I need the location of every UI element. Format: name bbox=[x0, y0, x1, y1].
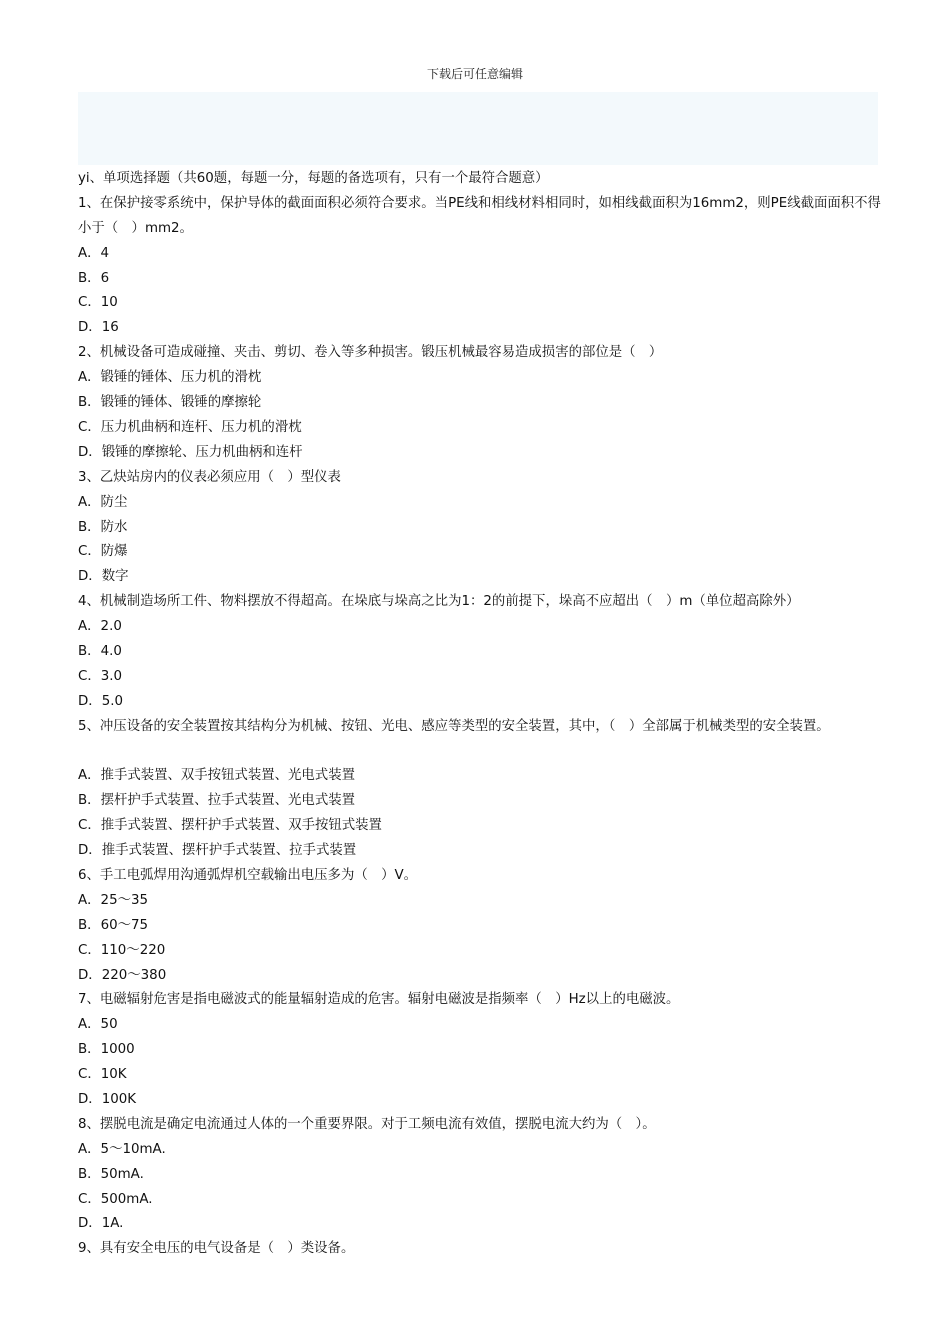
header-banner bbox=[78, 92, 878, 165]
option-a: A．锻锤的锤体、压力机的滑枕 bbox=[78, 370, 262, 386]
option-c: C．500mA. bbox=[78, 1191, 153, 1207]
option-b: B．防水 bbox=[78, 519, 128, 535]
question-9 bbox=[78, 1237, 890, 1262]
option-b: B．50mA. bbox=[78, 1166, 144, 1182]
option-d: D．220～380 bbox=[78, 967, 167, 983]
option-a: A．防尘 bbox=[78, 494, 128, 510]
option-c: C．10K bbox=[78, 1067, 127, 1083]
option-c: C．3.0 bbox=[78, 668, 123, 684]
question-stem: 7、电磁辐射危害是指电磁波式的能量辐射造成的危害。辐射电磁波是指频率（ ）Hz以上的电磁波。 bbox=[78, 992, 680, 1008]
option-c: C．110～220 bbox=[78, 942, 166, 958]
option-d: D．锻锤的摩擦轮、压力机曲柄和连杆 bbox=[78, 444, 303, 460]
question-7 bbox=[78, 988, 890, 1112]
question-stem: 4、机械制造场所工件、物料摆放不得超高。在垛底与垛高之比为1：2的前提下，垛高不应超出（ ）m（单位超高除外） bbox=[78, 594, 800, 610]
option-d: D．1A. bbox=[78, 1216, 124, 1232]
option-d: D．100K bbox=[78, 1091, 137, 1107]
option-a: A．4 bbox=[78, 245, 110, 261]
option-d: D．推手式装置、摆杆护手式装置、拉手式装置 bbox=[78, 843, 357, 859]
option-d: D．数字 bbox=[78, 569, 129, 585]
blank-line bbox=[78, 740, 890, 765]
option-c: C．10 bbox=[78, 295, 118, 311]
question-stem: 6、手工电弧焊用沟通弧焊机空载输出电压多为（ ）V。 bbox=[78, 867, 418, 883]
option-d: D．5.0 bbox=[78, 693, 123, 709]
option-d: D．16 bbox=[78, 320, 119, 336]
question-3 bbox=[78, 466, 890, 590]
option-c: C．压力机曲柄和连杆、压力机的滑枕 bbox=[78, 419, 302, 435]
option-b: B．60～75 bbox=[78, 917, 149, 933]
question-stem: 5、冲压设备的安全装置按其结构分为机械、按钮、光电、感应等类型的安全装置，其中，（ ）全部属于机械类型的安全装置。 bbox=[78, 718, 830, 734]
option-a: A．2.0 bbox=[78, 619, 122, 635]
option-c: C．防爆 bbox=[78, 544, 128, 560]
question-8 bbox=[78, 1113, 890, 1237]
option-a: A．25～35 bbox=[78, 892, 149, 908]
question-6 bbox=[78, 864, 890, 988]
section-intro: yi、单项选择题（共60题，每题一分，每题的备选项有，只有一个最符合题意） bbox=[78, 171, 549, 186]
option-b: B．锻锤的锤体、锻锤的摩擦轮 bbox=[78, 395, 262, 411]
option-c: C．推手式装置、摆杆护手式装置、双手按钮式装置 bbox=[78, 818, 382, 834]
option-b: B．1000 bbox=[78, 1042, 135, 1058]
question-stem: 1、在保护接零系统中，保护导体的截面面积必须符合要求。当PE线和相线材料相同时，如相线截面积为16mm2，则PE线截面面积不得小于（ ）mm2。 bbox=[78, 195, 881, 236]
question-stem: 2、机械设备可造成碰撞、夹击、剪切、卷入等多种损害。锻压机械最容易造成损害的部位是（ ） bbox=[78, 345, 663, 361]
option-a: A．50 bbox=[78, 1017, 118, 1033]
option-b: B．4.0 bbox=[78, 643, 122, 659]
option-b: B．6 bbox=[78, 270, 110, 286]
question-1 bbox=[78, 192, 890, 341]
option-b: B．摆杆护手式装置、拉手式装置、光电式装置 bbox=[78, 793, 355, 809]
question-stem: 8、摆脱电流是确定电流通过人体的一个重要界限。对于工频电流有效值，摆脱电流大约为（ ）。 bbox=[78, 1116, 656, 1132]
page-header: 下载后可任意编辑 bbox=[426, 67, 523, 81]
question-2 bbox=[78, 341, 890, 465]
question-stem: 9、具有安全电压的电气设备是（ ）类设备。 bbox=[78, 1241, 355, 1257]
question-4 bbox=[78, 590, 890, 714]
option-a: A．推手式装置、双手按钮式装置、光电式装置 bbox=[78, 768, 355, 784]
question-stem: 3、乙炔站房内的仪表必须应用（ ）型仪表 bbox=[78, 469, 341, 485]
question-5 bbox=[78, 715, 890, 864]
option-a: A．5～10mA. bbox=[78, 1141, 166, 1157]
document-body bbox=[78, 167, 890, 1262]
